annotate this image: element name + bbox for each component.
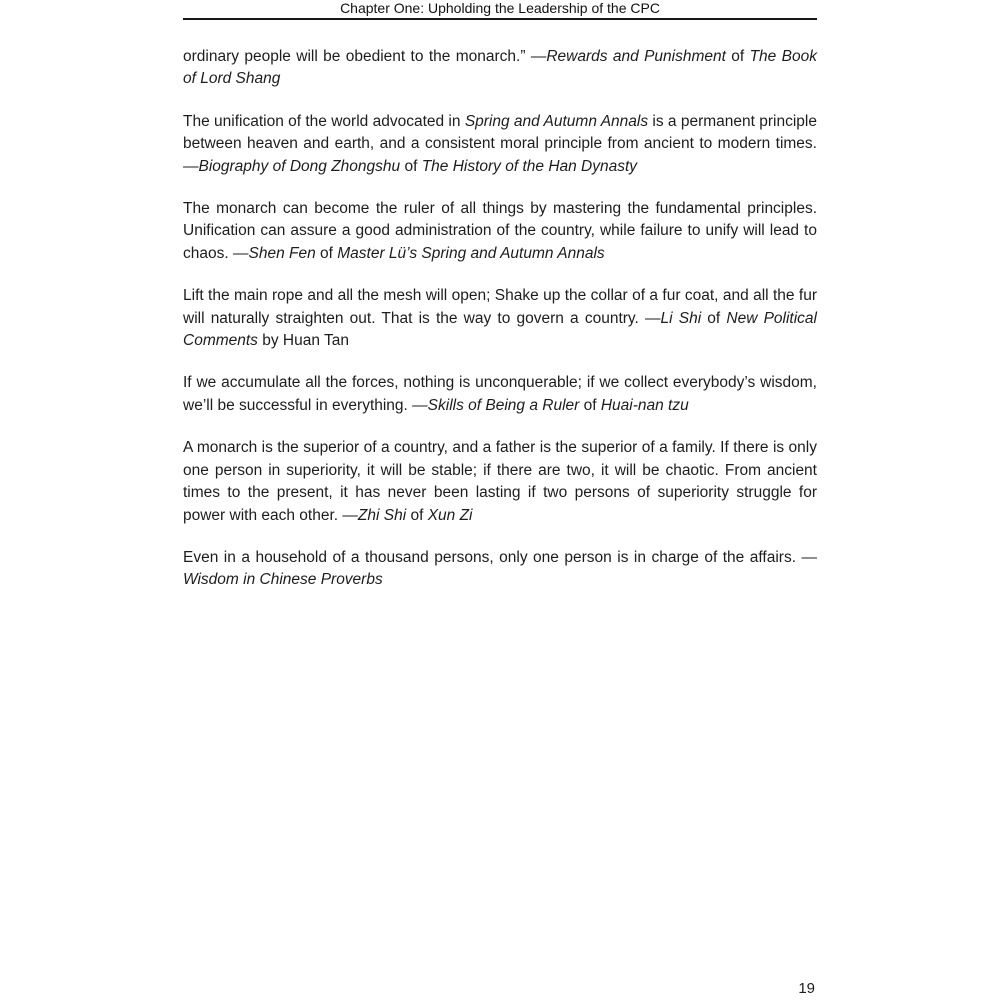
body-text: ordinary people will be obedient to the monarch.” [183,48,531,65]
paragraph [183,437,817,527]
work-title-italic: New Political Comments [183,309,817,350]
body-text: The monarch can become the ruler of all things by mastering the fundamental principles. Unification can assure a good administration of the country, while failure to unify will lead to chaos. [183,200,817,262]
work-title-italic: —Biography of Dong Zhongshu [183,157,401,175]
body-text: of [579,396,601,414]
work-title-italic: Master Lü’s Spring and Autumn Annals [337,244,605,262]
work-title-italic: The Book of Lord Shang [183,48,817,88]
work-title-italic: —Rewards and Punishment [530,48,726,65]
paragraph [183,547,817,592]
body-text: is a permanent principle between heaven and earth, and a consistent moral principle from ancient to modern times. [183,112,817,153]
work-title-italic: The History of the Han Dynasty [421,157,638,175]
body-text: If we accumulate all the forces, nothing is unconquerable; if we collect everybody’s wisdom, we’ll be successful in everything. [183,374,817,414]
work-title-italic: —Skills of Being a Ruler [412,396,580,414]
body-text: The unification of the world advocated in [183,112,465,130]
page-body [183,46,817,592]
body-text: of [406,506,428,524]
body-text: of [315,244,338,262]
paragraph [183,111,817,178]
work-title-italic: Xun Zi [427,506,473,524]
body-text: by Huan Tan [257,332,349,350]
body-text: of [400,157,422,175]
body-text: of [725,48,750,65]
work-title-italic: —Li Shi [645,309,702,327]
paragraph [183,198,817,265]
paragraph [183,372,817,417]
paragraph [183,46,817,91]
work-title-italic: —Wisdom in Chinese Proverbs [183,548,817,589]
body-text: A monarch is the superior of a country, and a father is the superior of a family. If there is only one person in superiority, it will be stable; if there are two, it will be chaotic. From ancient times to the present, it has never been lasting if two persons of superiority struggle for power with each other. [183,439,817,524]
body-text: Lift the main rope and all the mesh will open; Shake up the collar of a fur coat, and all the fur will naturally straighten out. That is the way to govern a country. [183,287,817,327]
page-number: 19 [798,980,815,997]
page-header [183,0,817,20]
running-header-title: Chapter One: Upholding the Leadership of the CPC [340,0,660,16]
header-rule [183,18,817,20]
work-title-italic: Spring and Autumn Annals [464,112,649,130]
body-text: of [701,309,727,327]
work-title-italic: Huai-nan tzu [600,396,689,414]
work-title-italic: —Zhi Shi [342,506,407,524]
body-text: Even in a household of a thousand persons, only one person is in charge of the affairs. [183,548,802,566]
work-title-italic: —Shen Fen [232,244,316,262]
paragraph [183,285,817,352]
